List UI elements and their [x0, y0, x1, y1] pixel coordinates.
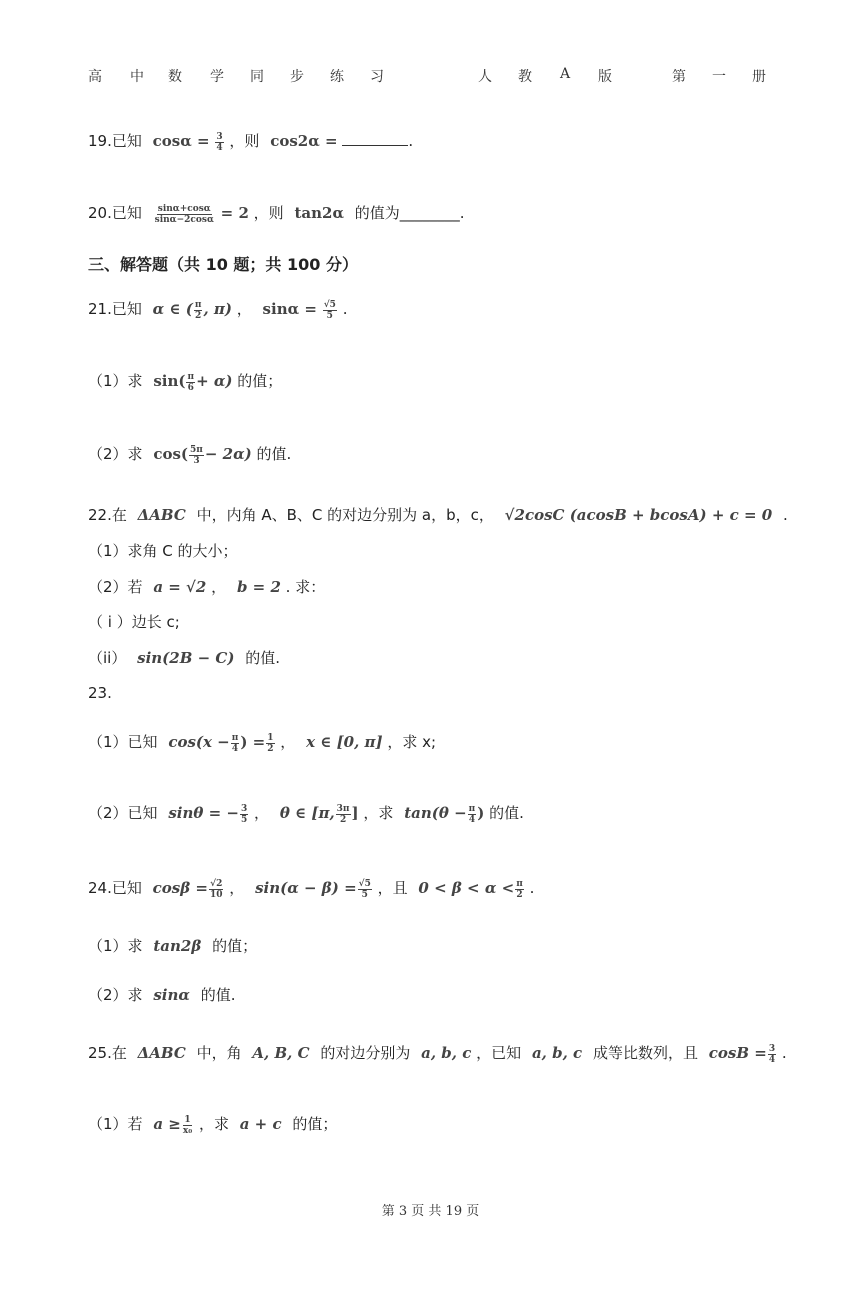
header-char: 数 — [168, 69, 182, 85]
question-19: 19.已知 cosα = $\frac{3}{4}$ ，则 cos2α = . — [88, 131, 414, 153]
header-char: 第 — [672, 69, 686, 85]
answer-blank — [342, 131, 408, 146]
question-22-part-2: （2）若 a = √2 ， b = 2 . 求： — [88, 578, 326, 596]
header-char: 人 — [478, 69, 492, 85]
header-char: 版 — [598, 69, 612, 85]
question-22: 22.在 ΔABC 中，内角 A、B、C 的对边分别为 a，b，c， √2cosC (acosB + bcosA) + c = 0 . — [88, 506, 788, 524]
question-25-part-1: （1）若 a ≥ $\frac{1}{\text{x₀}}$ ，求 a + c 的值； — [88, 1114, 338, 1136]
fraction: $\frac{\sin\alpha+\cos\alpha}{\sin\alpha-2\cos\alpha}$ — [154, 203, 214, 225]
question-22-sub-ii: （ii） sin(2B − C) 的值. — [88, 649, 280, 667]
fraction: $\frac{3}{4}$ — [216, 131, 223, 153]
question-24-part-2: （2）求 sinα 的值. — [88, 986, 236, 1004]
question-25: 25.在 ΔABC 中，角 A, B, C 的对边分别为 a, b, c ，已知 a, b, c 成等比数列，且 cosB = $\frac{3}{4}$ . — [88, 1043, 787, 1065]
question-24-part-1: （1）求 tan2β 的值； — [88, 937, 258, 955]
question-23: 23. — [88, 684, 112, 702]
question-23-part-2: （2）已知 sinθ = − $\frac{3}{5}$ ， θ ∈ [π, $\frac{3\pi}{2}$ ] ，求 tan(θ − $\frac{\pi}{4}$ ) 的值. — [88, 803, 524, 825]
section-heading: 三、解答题（共 10 题；共 100 分） — [88, 255, 358, 274]
question-20: 20.已知 $\frac{\sin\alpha+\cos\alpha}{\sin\alpha-2\cos\alpha}$ = 2 ，则 tan2α 的值为________. — [88, 203, 465, 225]
header-char: A — [560, 66, 571, 82]
header-char: 习 — [370, 69, 384, 85]
page-footer: 第 3 页 共 19 页 — [381, 1204, 480, 1219]
header-char: 中 — [130, 69, 144, 85]
question-21-part-2: （2）求 cos( $\frac{5\pi}{3}$ − 2α) 的值. — [88, 444, 292, 466]
question-23-part-1: （1）已知 cos(x − $\frac{\pi}{4}$ ) = $\frac{1}{2}$ ， x ∈ [0, π] ，求 x; — [88, 732, 437, 754]
question-22-part-1: （1）求角 C 的大小； — [88, 542, 238, 560]
question-24: 24.已知 cosβ = $\frac{√2}{10}$ ， sin(α − β) = $\frac{√5}{5}$ ，且 0 < β < α < $\frac{\pi}{2}$ . — [88, 878, 535, 900]
header-char: 学 — [210, 69, 224, 85]
question-22-sub-i: （ i ）边长 c; — [88, 613, 180, 631]
header-char: 一 — [712, 69, 726, 85]
header-char: 高 — [88, 69, 102, 85]
header-char: 册 — [752, 69, 766, 85]
question-21: 21.已知 α ∈ ( $\frac{\pi}{2}$ , π) ， sinα = $\frac{√5}{5}$ . — [88, 299, 348, 321]
header-char: 同 — [250, 69, 264, 85]
question-21-part-1: （1）求 sin( $\frac{\pi}{6}$ + α) 的值； — [88, 371, 283, 393]
header-char: 练 — [330, 69, 344, 85]
header-char: 教 — [518, 69, 532, 85]
header-char: 步 — [290, 69, 304, 85]
